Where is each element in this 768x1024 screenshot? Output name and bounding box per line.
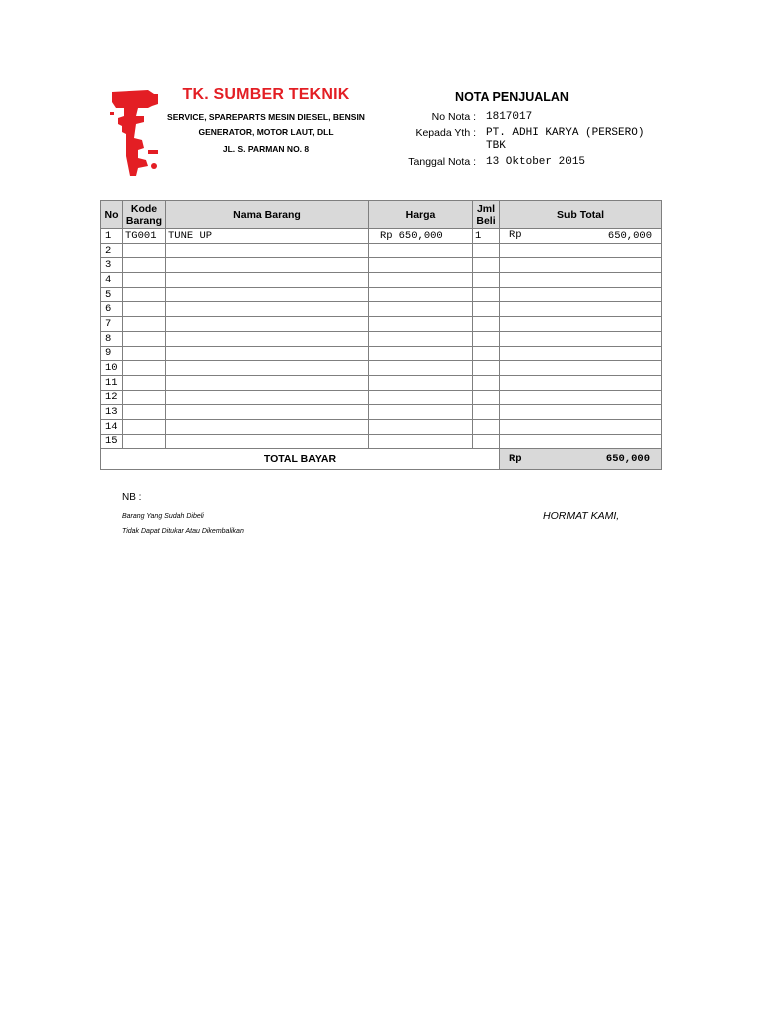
- cell-jml: [473, 317, 500, 332]
- company-address: JL. S. PARMAN NO. 8: [222, 144, 310, 154]
- items-table: [100, 200, 662, 470]
- no-nota-label: No Nota :: [431, 111, 476, 123]
- cell-kode: [123, 390, 166, 405]
- cell-subtotal: [500, 302, 662, 317]
- cell-harga: [369, 317, 473, 332]
- table-row: [101, 302, 662, 317]
- cell-no: 9: [101, 346, 123, 361]
- cell-harga: [369, 331, 473, 346]
- header-nama: Nama Barang: [166, 201, 369, 229]
- cell-nama: [166, 243, 369, 258]
- table-row: [101, 405, 662, 420]
- cell-subtotal: [500, 317, 662, 332]
- cell-kode: [123, 273, 166, 288]
- header-kode: Kode Barang: [123, 201, 166, 229]
- cell-subtotal: [500, 434, 662, 449]
- outboard-motor-logo: [108, 86, 166, 178]
- cell-harga: [369, 258, 473, 273]
- total-amount: 650,000: [605, 453, 650, 466]
- cell-no: 13: [101, 405, 123, 420]
- header-subtotal: Sub Total: [500, 201, 662, 229]
- tanggal-value: 13 Oktober 2015: [486, 156, 586, 168]
- cell-subtotal: [500, 346, 662, 361]
- cell-subtotal: [500, 258, 662, 273]
- cell-subtotal: [500, 331, 662, 346]
- cell-jml: [473, 361, 500, 376]
- cell-harga: [369, 243, 473, 258]
- cell-jml: [473, 346, 500, 361]
- cell-no: 7: [101, 317, 123, 332]
- cell-kode: [123, 287, 166, 302]
- company-services-line: SERVICE, SPAREPARTS MESIN DIESEL, BENSIN: [167, 112, 365, 122]
- total-row: [101, 449, 662, 470]
- cell-subtotal: [500, 419, 662, 434]
- total-currency: Rp: [509, 453, 522, 466]
- cell-harga: [369, 390, 473, 405]
- cell-jml: [473, 287, 500, 302]
- cell-subtotal: [500, 287, 662, 302]
- nb-label: NB :: [122, 492, 142, 503]
- note-line2: Tidak Dapat Ditukar Atau Dikembalikan: [122, 528, 244, 535]
- hormat-kami: HORMAT KAMI,: [543, 510, 620, 522]
- kepada-value-line1: PT. ADHI KARYA (PERSERO): [486, 127, 645, 139]
- cell-kode: TG001: [123, 229, 166, 244]
- table-row: [101, 243, 662, 258]
- table-row: [101, 229, 662, 244]
- cell-nama: [166, 258, 369, 273]
- company-products-line: GENERATOR, MOTOR LAUT, DLL: [198, 127, 334, 137]
- cell-harga: [369, 346, 473, 361]
- table-row: [101, 361, 662, 376]
- note-line1: Barang Yang Sudah Dibeli: [122, 513, 204, 520]
- table-row: [101, 434, 662, 449]
- cell-no: 6: [101, 302, 123, 317]
- cell-kode: [123, 302, 166, 317]
- cell-kode: [123, 243, 166, 258]
- company-name: TK. SUMBER TEKNIK: [182, 86, 350, 103]
- cell-subtotal: [500, 361, 662, 376]
- cell-kode: [123, 258, 166, 273]
- table-row: [101, 273, 662, 288]
- cell-kode: [123, 375, 166, 390]
- table-body: [101, 229, 662, 449]
- cell-no: 3: [101, 258, 123, 273]
- cell-nama: [166, 287, 369, 302]
- cell-kode: [123, 405, 166, 420]
- total-value-cell: [500, 449, 662, 470]
- cell-nama: [166, 317, 369, 332]
- table-row: [101, 346, 662, 361]
- cell-nama: [166, 390, 369, 405]
- cell-jml: [473, 273, 500, 288]
- cell-jml: [473, 302, 500, 317]
- table-row: [101, 287, 662, 302]
- cell-subtotal: [500, 405, 662, 420]
- cell-jml: [473, 434, 500, 449]
- no-nota-value: 1817017: [486, 111, 533, 123]
- cell-harga: [369, 361, 473, 376]
- table-row: [101, 258, 662, 273]
- cell-harga: [369, 434, 473, 449]
- table-row: [101, 375, 662, 390]
- cell-jml: [473, 390, 500, 405]
- cell-nama: [166, 419, 369, 434]
- cell-kode: [123, 331, 166, 346]
- cell-subtotal: [500, 229, 662, 244]
- tanggal-label: Tanggal Nota :: [408, 156, 476, 168]
- cell-kode: [123, 434, 166, 449]
- cell-jml: [473, 375, 500, 390]
- cell-no: 8: [101, 331, 123, 346]
- cell-no: 10: [101, 361, 123, 376]
- cell-jml: [473, 405, 500, 420]
- cell-jml: [473, 331, 500, 346]
- header-no: No: [101, 201, 123, 229]
- kepada-value-line2: TBK: [486, 140, 506, 152]
- table-row: [101, 390, 662, 405]
- cell-nama: [166, 273, 369, 288]
- cell-nama: [166, 302, 369, 317]
- harga-amount: 650,000: [398, 229, 443, 242]
- cell-no: 2: [101, 243, 123, 258]
- cell-kode: [123, 346, 166, 361]
- cell-jml: [473, 419, 500, 434]
- cell-jml: 1: [473, 229, 500, 244]
- table-row: [101, 419, 662, 434]
- cell-harga: [369, 273, 473, 288]
- cell-nama: [166, 405, 369, 420]
- header-harga: Harga: [369, 201, 473, 229]
- subtotal-amount: 650,000: [607, 229, 652, 242]
- cell-harga: [369, 287, 473, 302]
- subtotal-currency: Rp: [509, 229, 522, 241]
- cell-harga: [369, 405, 473, 420]
- cell-no: 4: [101, 273, 123, 288]
- cell-subtotal: [500, 273, 662, 288]
- table-row: [101, 317, 662, 332]
- table-header-row: [101, 201, 662, 229]
- cell-no: 15: [101, 434, 123, 449]
- harga-currency: Rp: [380, 229, 393, 242]
- cell-nama: [166, 375, 369, 390]
- cell-harga: [369, 375, 473, 390]
- cell-kode: [123, 317, 166, 332]
- cell-no: 5: [101, 287, 123, 302]
- cell-kode: [123, 361, 166, 376]
- cell-nama: [166, 361, 369, 376]
- cell-jml: [473, 243, 500, 258]
- cell-no: 1: [101, 229, 123, 244]
- cell-kode: [123, 419, 166, 434]
- cell-no: 14: [101, 419, 123, 434]
- cell-harga: [369, 302, 473, 317]
- cell-nama: [166, 434, 369, 449]
- cell-no: 11: [101, 375, 123, 390]
- nota-title: NOTA PENJUALAN: [455, 90, 569, 104]
- cell-no: 12: [101, 390, 123, 405]
- cell-jml: [473, 258, 500, 273]
- total-label: TOTAL BAYAR: [101, 449, 500, 470]
- kepada-label: Kepada Yth :: [415, 127, 476, 139]
- header-jml: Jml Beli: [473, 201, 500, 229]
- cell-nama: [166, 331, 369, 346]
- cell-subtotal: [500, 390, 662, 405]
- cell-nama: [166, 346, 369, 361]
- cell-harga: [369, 419, 473, 434]
- table-row: [101, 331, 662, 346]
- cell-subtotal: [500, 243, 662, 258]
- cell-harga: [369, 229, 473, 244]
- cell-nama: TUNE UP: [166, 229, 369, 244]
- cell-subtotal: [500, 375, 662, 390]
